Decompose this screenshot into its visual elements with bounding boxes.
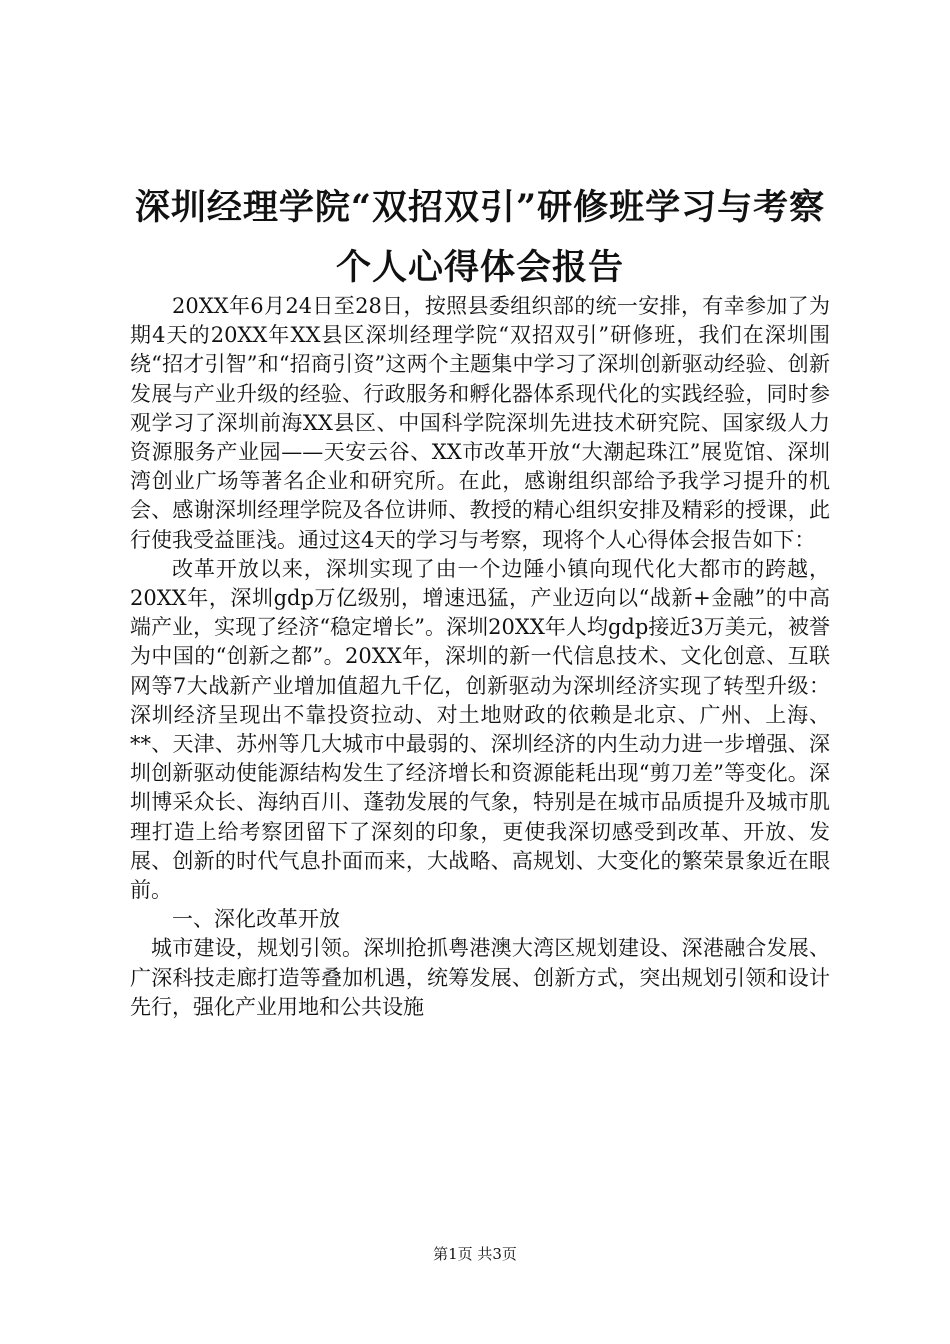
section-heading: 一、深化改革开放 (172, 907, 340, 932)
section-paragraph: 城市建设，规划引领。深圳抢抓粤港澳大湾区规划建设、深港融合发展、广深科技走廊打造等叠加机遇，统筹发展、创新方式，突出规划引领和设计先行，强化产业用地和公共设施 (130, 936, 830, 1019)
body-paragraph-2: 改革开放以来，深圳实现了由一个边陲小镇向现代化大都市的跨越，20XX年，深圳gdp万亿级别，增速迅猛，产业迈向以“战新+金融”的中高端产业，实现了经济“稳定增长”。深圳20XX年人均gdp接近3万美元，被誉为中国的“创新之都”。20XX年，深圳的新一代信息技术、文化创意、互联网等7大战新产业增加值超九千亿，创新驱动为深圳经济实现了转型升级：深圳经济呈现出不靠投资拉动、对土地财政的依赖是北京、广州、上海、**、天津、苏州等几大城市中最弱的、深圳经济的内生动力进一步增强、深圳创新驱动使能源结构发生了经济增长和资源能耗出现“剪刀差”等变化。深圳博采众长、海纳百川、蓬勃发展的气象，特别是在城市品质提升及城市肌理打造上给考察团留下了深刻的印象，更使我深切感受到改革、开放、发展、创新的时代气息扑面而来，大战略、高规划、大变化的繁荣景象近在眼前。 (130, 556, 830, 903)
document-title-line2: 个人心得体会报告 (335, 247, 624, 288)
page-footer: 第1页 共3页 (433, 1245, 517, 1263)
document-title-line1: 深圳经理学院“双招双引”研修班学习与考察 (134, 187, 826, 228)
body-paragraph-1: 20XX年6月24日至28日，按照县委组织部的统一安排，有幸参加了为期4天的20XX年XX县区深圳经理学院“双招双引”研修班，我们在深圳围绕“招才引智”和“招商引资”这两个主题集中学习了深圳创新驱动经验、创新发展与产业升级的经验、行政服务和孵化器体系现代化的实践经验，同时参观学习了深圳前海XX县区、中国科学院深圳先进技术研究院、国家级人力资源服务产业园——天安云谷、XX市改革开放“大潮起珠江”展览馆、深圳湾创业广场等著名企业和研究所。在此，感谢组织部给予我学习提升的机会、感谢深圳经理学院及各位讲师、教授的精心组织安排及精彩的授课，此行使我受益匪浅。通过这4天的学习与考察，现将个人心得体会报告如下： (130, 294, 830, 552)
document-body (130, 292, 830, 1022)
